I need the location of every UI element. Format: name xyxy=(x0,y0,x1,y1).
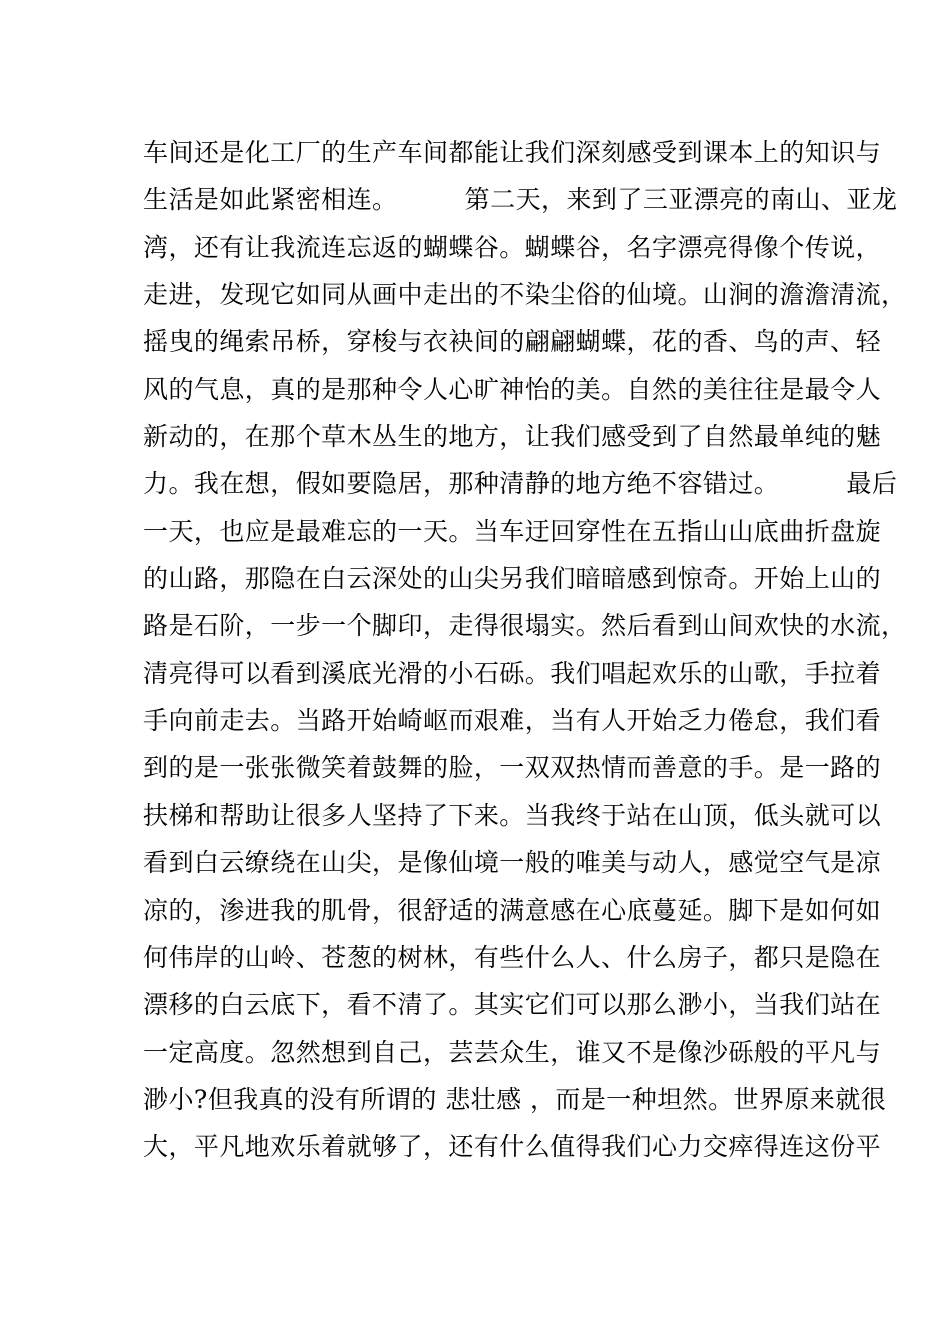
text-line-16: 看到白云缭绕在山尖，是像仙境一般的唯美与动人，感觉空气是凉 xyxy=(143,848,882,878)
text-line-14: 到的是一张张微笑着鼓舞的脸，一双双热情而善意的手。是一路的 xyxy=(143,753,882,783)
text-line-9: 一天，也应是最难忘的一天。当车迂回穿性在五指山山底曲折盘旋 xyxy=(143,516,882,546)
text-line-20: 一定高度。忽然想到自己，芸芸众生，谁又不是像沙砾般的平凡与 xyxy=(143,1037,882,1067)
text-line-11: 路是石阶，一步一个脚印，走得很塌实。然后看到山间欢快的水流， xyxy=(143,611,907,641)
text-line-7: 新动的，在那个草木丛生的地方，让我们感受到了自然最单纯的魅 xyxy=(143,422,882,452)
text-line-18: 何伟岸的山岭、苍葱的树林，有些什么人、什么房子，都只是隐在 xyxy=(143,942,882,972)
text-line-3: 湾，还有让我流连忘返的蝴蝶谷。蝴蝶谷，名字漂亮得像个传说， xyxy=(143,232,882,262)
body-text xyxy=(143,131,907,1173)
text-line-8: 力。我在想，假如要隐居，那种清静的地方绝不容错过。 最后 xyxy=(143,469,898,499)
text-line-6: 风的气息，真的是那种令人心旷神怡的美。自然的美往往是最令人 xyxy=(143,374,882,404)
text-line-1: 车间还是化工厂的生产车间都能让我们深刻感受到课本上的知识与 xyxy=(143,138,882,167)
text-line-5: 摇曳的绳索吊桥，穿梭与衣袂间的翩翩蝴蝶，花的香、鸟的声、轻 xyxy=(143,327,882,357)
text-line-21: 渺小?但我真的没有所谓的 悲壮感 ，而是一种坦然。世界原来就很 xyxy=(143,1084,887,1114)
text-line-22: 大，平凡地欢乐着就够了，还有什么值得我们心力交瘁得连这份平 xyxy=(143,1132,882,1162)
text-line-19: 漂移的白云底下，看不清了。其实它们可以那么渺小，当我们站在 xyxy=(143,990,882,1020)
text-line-12: 清亮得可以看到溪底光滑的小石砾。我们唱起欢乐的山歌，手拉着 xyxy=(143,658,882,688)
text-line-13: 手向前走去。当路开始崎岖而艰难，当有人开始乏力倦怠，我们看 xyxy=(143,706,882,736)
text-line-17: 凉的，渗进我的肌骨，很舒适的满意感在心底蔓延。脚下是如何如 xyxy=(143,895,882,925)
text-line-4: 走进，发现它如同从画中走出的不染尘俗的仙境。山涧的澹澹清流， xyxy=(143,280,907,310)
text-line-2: 生活是如此紧密相连。 第二天，来到了三亚漂亮的南山、亚龙 xyxy=(143,185,898,215)
text-line-15: 扶梯和帮助让很多人坚持了下来。当我终于站在山顶，低头就可以 xyxy=(143,800,882,830)
text-line-10: 的山路，那隐在白云深处的山尖另我们暗暗感到惊奇。开始上山的 xyxy=(143,564,882,594)
